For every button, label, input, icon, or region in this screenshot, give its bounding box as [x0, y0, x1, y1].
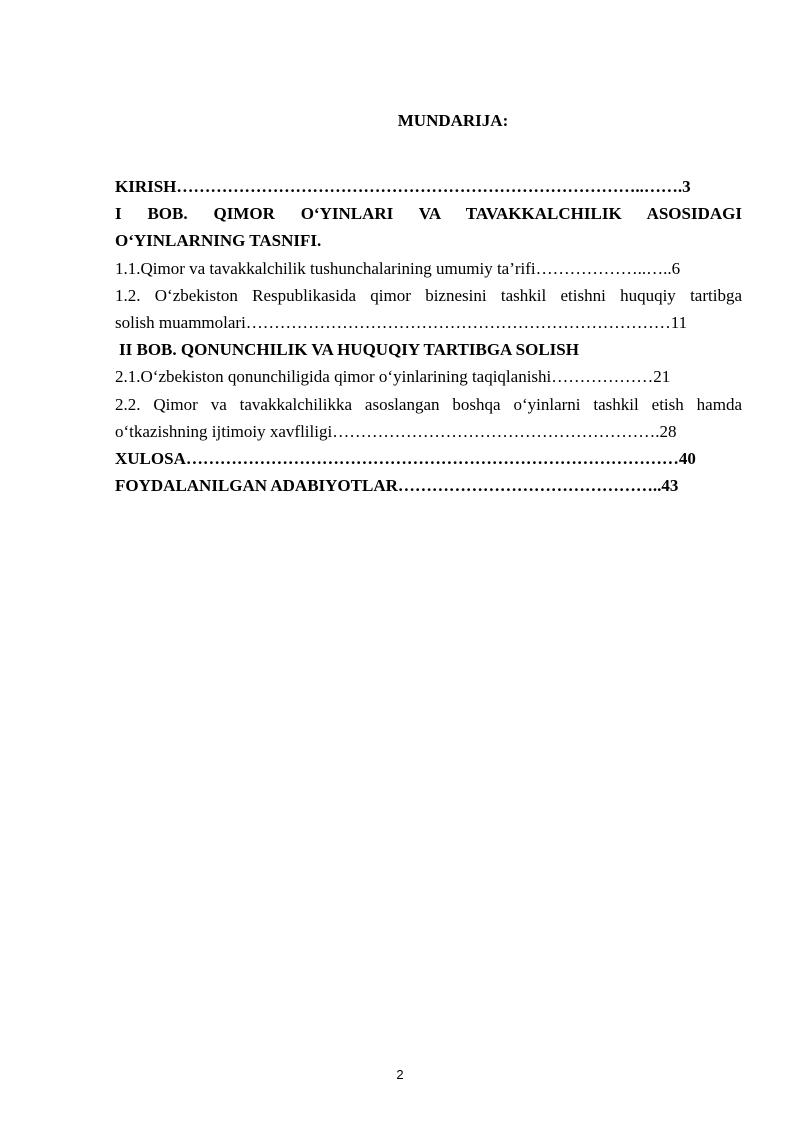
toc-entry-chapter1-line2: O‘YINLARNING TASNIFI. — [115, 231, 322, 251]
toc-entry-kirish: KIRISH………………………………………………………………………..…….3 — [115, 177, 691, 196]
toc-entry-section-1-2-line1: 1.2. O‘zbekiston Respublikasida qimor biznesini tashkil etishni huquqiy tartibga — [115, 285, 742, 305]
toc-entry-chapter2: II BOB. QONUNCHILIK VA HUQUQIY TARTIBGA SOLISH — [119, 340, 579, 360]
toc-entry-chapter1-line1: I BOB. QIMOR O‘YINLARI VA TAVAKKALCHILIK ASOSIDAGI — [115, 204, 742, 224]
page-number: 2 — [396, 1067, 404, 1082]
toc-entry-adabiyotlar: FOYDALANILGAN ADABIYOTLAR………………………………………..43 — [115, 476, 679, 496]
toc-entry-section-2-2-line1: 2.2. Qimor va tavakkalchilikka asoslangan boshqa o‘yinlarni tashkil etish hamda — [115, 394, 742, 414]
toc-entry-xulosa: XULOSA……………………………………………………………………………40 — [115, 449, 696, 469]
toc-entry-section-2-1: 2.1.O‘zbekiston qonunchiligida qimor o‘yinlarining taqiqlanishi………………21 — [115, 367, 671, 387]
table-of-contents — [115, 173, 742, 499]
document-title: MUNDARIJA: — [397, 111, 509, 130]
toc-entry-section-2-2-line2: o‘tkazishning ijtimoiy xavfliligi………………………………………………….28 — [115, 421, 677, 441]
toc-entry-section-1-1: 1.1.Qimor va tavakkalchilik tushunchalarining umumiy ta’rifi………………..…..6 — [115, 258, 681, 278]
toc-entry-section-1-2-line2: solish muammolari…………………………………………………………………11 — [115, 313, 688, 333]
